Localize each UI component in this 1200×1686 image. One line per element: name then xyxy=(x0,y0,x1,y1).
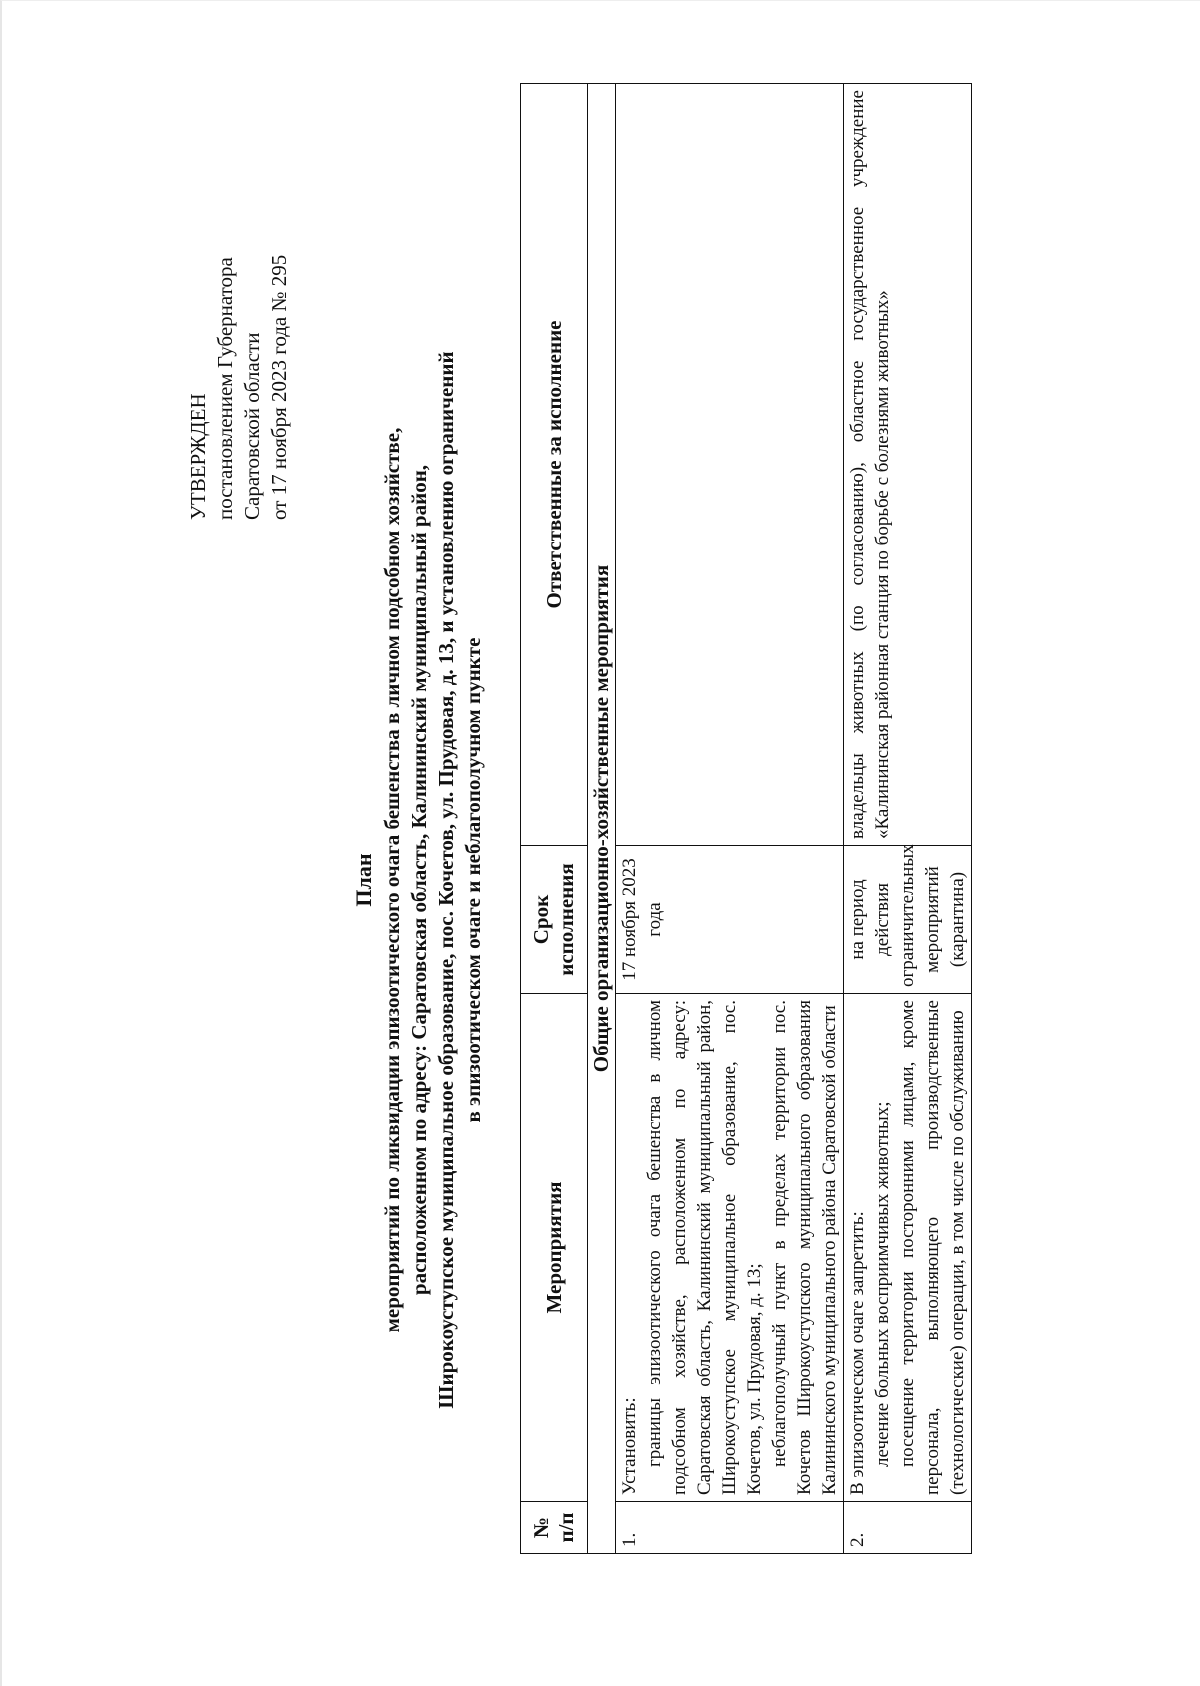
approval-line: от 17 ноября 2023 года № 295 xyxy=(267,254,291,520)
row-term: на период действия ограничительных мероприятий (карантина) xyxy=(844,846,972,994)
activity-paragraph: неблагополучный пункт в пределах территории пос. Кочетов Широкоуступского муниципального образования Калининского муниципального района Саратовской области xyxy=(769,1000,840,1495)
header-activity: Мероприятия xyxy=(521,994,588,1502)
document-heading xyxy=(350,100,487,1660)
activity-paragraph: лечение больных восприимчивых животных; xyxy=(872,1101,893,1467)
row-responsible xyxy=(616,84,844,846)
approval-line: Саратовской области xyxy=(240,332,264,520)
table-row xyxy=(844,84,972,1554)
row-term: 17 ноября 2023 года xyxy=(616,846,844,994)
table-row xyxy=(616,84,844,1554)
approval-stamp xyxy=(185,255,293,520)
header-term: Срок исполнения xyxy=(521,846,588,994)
activity-paragraph: границы эпизоотического очага бешенства в личном подсобном хозяйстве, расположенном по адресу: Саратовская область, Калининский муниципальный район, Широкоуступское муниципальное образование, пос. Кочетов, ул. Прудовая, д. 13; xyxy=(644,1000,765,1495)
heading-line: Широкоуступское муниципальное образование, пос. Кочетов, ул. Прудовая, д. 13, и установлению ограничений xyxy=(434,351,458,1409)
row-number: 2. xyxy=(844,1502,972,1554)
document-page xyxy=(20,90,1160,1660)
heading-line: в эпизоотическом очаге и неблагополучном пункте xyxy=(461,637,485,1123)
approval-line: постановлением Губернатора xyxy=(213,257,237,520)
table-header-row xyxy=(521,84,588,1554)
section-row xyxy=(588,84,616,1554)
row-activity xyxy=(616,994,844,1502)
row-activity xyxy=(844,994,972,1502)
activity-paragraph: посещение территории посторонними лицами, кроме персонала, выполняющего производственные (технологические) операции, в том числе по обслуживанию xyxy=(897,1000,968,1495)
row-number: 1. xyxy=(616,1502,844,1554)
header-responsible: Ответственные за исполнение xyxy=(521,84,588,846)
activity-intro: Установить: xyxy=(619,1397,640,1495)
heading-line: расположенном по адресу: Саратовская область, Калининский муниципальный район, xyxy=(407,464,431,1296)
heading-line: мероприятий по ликвидации эпизоотического очага бешенства в личном подсобном хозяйстве, xyxy=(380,427,404,1333)
activity-intro: В эпизоотическом очаге запретить: xyxy=(847,1211,868,1495)
header-num: № п/п xyxy=(521,1502,588,1554)
row-responsible: владельцы животных (по согласованию), областное государственное учреждение «Калининская районная станция по борьбе с болезнями животных» xyxy=(844,84,972,846)
document-title: План xyxy=(351,853,376,907)
approval-line: УТВЕРЖДЕН xyxy=(186,393,210,520)
plan-table xyxy=(520,83,972,1554)
section-title: Общие организационно-хозяйственные мероприятия xyxy=(588,84,616,1554)
